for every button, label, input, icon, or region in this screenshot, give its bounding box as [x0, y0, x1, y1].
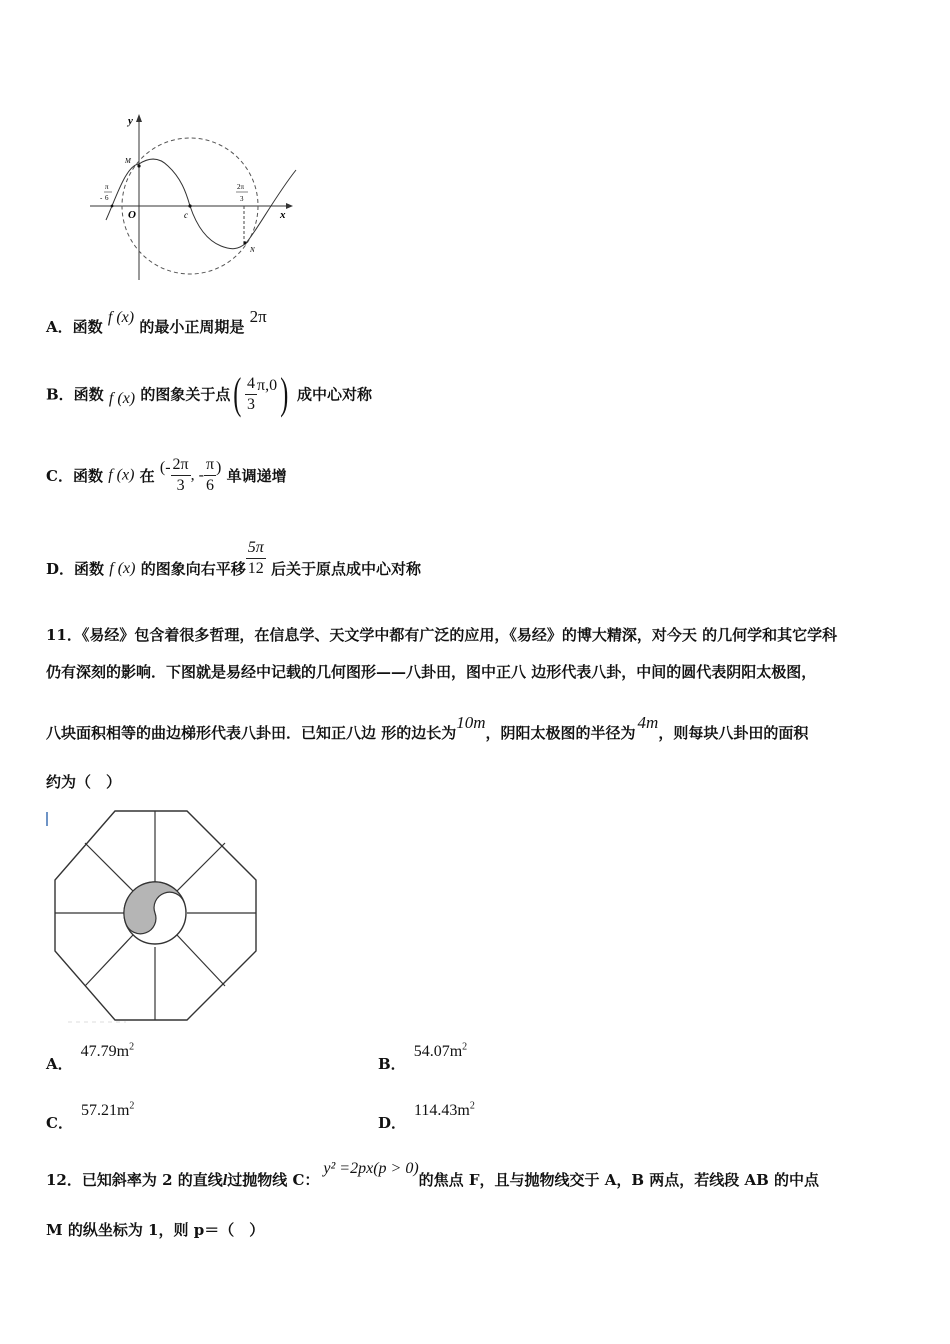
- q10-c-comma: , -: [190, 466, 204, 484]
- q11-choice-c-value: 57.21m: [80, 1102, 130, 1119]
- segment-mn: [139, 164, 246, 243]
- x-axis-arrow: [286, 203, 293, 209]
- q12-line1-a: 12．已知斜率为 2 的直线: [46, 1171, 223, 1189]
- q11-choice-d-value: 114.43m: [414, 1102, 470, 1119]
- q10-b-fraction: [245, 374, 257, 415]
- q12-line1-c: 的焦点 F，且与抛物线交于 A，B 两点，若线段 AB 的中点: [418, 1171, 820, 1189]
- q11-choice-c-letter: C．: [46, 1114, 73, 1132]
- spoke: [85, 935, 133, 986]
- spoke: [177, 843, 225, 891]
- q10-c-fraction-1: [171, 455, 191, 496]
- q10-d-suffix: 后关于原点成中心对称: [270, 560, 421, 578]
- q11-line3-a: 八块面积相等的曲边梯形代表八卦田．已知正八边 形的边长为: [46, 724, 457, 742]
- q10-d-prefix: D．函数: [46, 560, 105, 578]
- q10-d-den: 12: [247, 560, 264, 577]
- right-tick-num: 2π: [237, 183, 245, 191]
- point-n: [243, 241, 246, 244]
- q12-line-1: [46, 1157, 820, 1189]
- right-tick-den: 3: [240, 195, 244, 203]
- q11-choice-d-letter: D．: [378, 1114, 407, 1132]
- q12-equation: y² =2px(p > 0): [323, 1160, 419, 1177]
- q12-line1-b: 过抛物线 C：: [227, 1171, 320, 1189]
- q10-c-fx: f (x): [108, 466, 135, 484]
- q11-line3-c: ，则每块八卦田的面积: [658, 724, 809, 742]
- q10-c-den2: 6: [205, 477, 214, 494]
- origin-label: O: [128, 209, 136, 221]
- q11-side-length: 10m: [456, 713, 486, 732]
- q10-b-mid: 的图象关于点: [140, 385, 231, 404]
- q10-a-mid: 的最小正周期是: [139, 318, 245, 336]
- point-n-label: N: [250, 246, 255, 254]
- q10-choice-c: [46, 455, 287, 496]
- sine-curve: [106, 159, 296, 249]
- y-axis-label: y: [128, 115, 133, 127]
- q10-c-prefix: C．函数: [46, 467, 103, 485]
- q10-d-fx: f (x): [109, 559, 136, 577]
- q11-choice-a: [46, 1040, 135, 1073]
- bagua-octagon-figure: [46, 806, 266, 1026]
- q11-choice-c-exp: 2: [129, 1100, 135, 1112]
- spoke: [85, 843, 133, 891]
- q10-choice-d: [46, 538, 421, 579]
- sine-graph-figure: [86, 110, 301, 285]
- q12-line-2: M 的纵坐标为 1，则 p＝（ ）: [46, 1221, 265, 1239]
- q10-choice-a: [46, 307, 267, 337]
- q10-a-fx: f (x): [107, 309, 135, 326]
- q10-d-num: 5π: [246, 538, 266, 559]
- q10-c-num1: 2π: [171, 455, 191, 476]
- q11-line3-b: ，阴阳太极图的半径为: [485, 724, 636, 742]
- y-axis-arrow: [136, 114, 142, 122]
- q11-line-1: 11．《易经》包含着很多哲理，在信息学、天文学中都有广泛的应用，《易经》的博大精深，对今天 的几何学和其它学科: [46, 626, 838, 644]
- q10-choice-b: [46, 369, 373, 418]
- q10-d-fraction: [246, 538, 266, 579]
- x-axis-label: x: [280, 209, 286, 221]
- q10-c-suffix: 单调递增: [226, 467, 287, 485]
- q10-a-value: 2π: [249, 307, 267, 326]
- q10-c-den1: 3: [176, 477, 185, 494]
- q10-b-tail: π,0: [257, 377, 278, 394]
- q11-line-2: 仍有深刻的影响．下图就是易经中记载的几何图形——八卦田，图中正八 边形代表八卦，中间的圆代表阴阳太极图，: [46, 663, 817, 681]
- q11-choice-a-letter: A．: [46, 1055, 73, 1073]
- q10-b-close-paren: ): [280, 369, 289, 418]
- q10-c-close: ): [216, 458, 222, 476]
- q11-choice-b-value: 54.07m: [413, 1043, 463, 1060]
- point-c-label: c: [184, 210, 188, 220]
- q10-d-mid: 的图象向右平移: [140, 560, 246, 578]
- point-m: [137, 164, 140, 167]
- q10-b-prefix: B．函数: [46, 385, 104, 404]
- q10-b-fx: f (x): [108, 390, 136, 407]
- q10-a-prefix: A．函数: [46, 318, 103, 336]
- q10-c-fraction-2: [204, 455, 216, 496]
- q11-choice-d: [378, 1099, 475, 1132]
- point-c: [188, 204, 191, 207]
- left-tick-sign: -: [100, 194, 103, 202]
- q10-b-open-paren: (: [233, 369, 242, 418]
- q11-choice-a-value: 47.79m: [80, 1043, 130, 1060]
- q11-choice-a-exp: 2: [129, 1041, 135, 1053]
- point-m-label: M: [125, 157, 131, 165]
- spoke: [177, 935, 225, 986]
- q11-choice-b-exp: 2: [462, 1041, 468, 1053]
- q11-line-3: [46, 712, 809, 742]
- q10-c-open: (-: [159, 458, 171, 476]
- q11-line-4: 约为（ ）: [46, 773, 122, 791]
- left-tick-den: 6: [105, 194, 109, 202]
- point-left-tick: [111, 205, 114, 208]
- q10-b-den: 3: [247, 395, 256, 413]
- q11-radius: 4m: [637, 713, 659, 732]
- q10-b-num: 4: [245, 374, 257, 395]
- q12-line-l: l: [222, 1172, 228, 1189]
- q10-c-num2: π: [204, 455, 216, 476]
- left-tick-num: π: [105, 183, 109, 191]
- q11-choice-d-exp: 2: [469, 1100, 475, 1112]
- q11-choice-b: [378, 1040, 468, 1073]
- q11-choice-c: [46, 1099, 135, 1132]
- q11-choice-b-letter: B．: [378, 1055, 406, 1073]
- q10-b-suffix: 成中心对称: [297, 385, 373, 404]
- q10-c-mid: 在: [139, 467, 155, 485]
